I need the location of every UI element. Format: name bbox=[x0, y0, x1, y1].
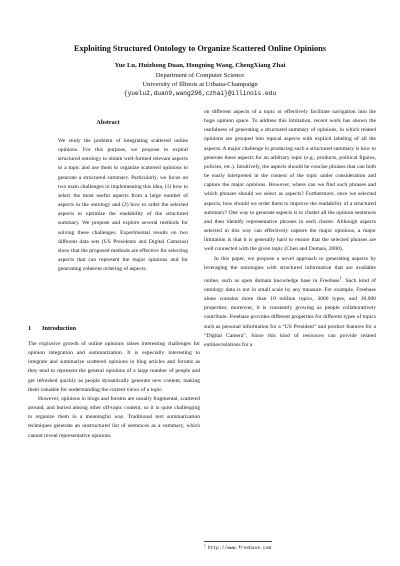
right-paragraph-1: on different aspects of a topic or effectively facilitate navigation into the huge opinion space. To address this limitation, recent work has shown the usefulness of generating a structured summary of opinions, in which related opinions are grouped into topical aspects with explicit labeling of all the aspects. A major challenge in producing such a structured summary is how to generate these aspects for an arbitrary topic (e.g., products, political figures, policies, etc.). Intuitively, the aspects should be concise phrases that can both be easily interpreted in the context of the topic under consideration and capture the major opinions. However, where can we find such phrases and which phrases should we select as aspects? Furthermore, once we selected aspects, how should we order them to improve the readability of a structured summary? One way to generate aspects is to cluster all the opinion sentences and then identify representative phrases in each cluster. Although aspects selected in this way can effectively capture the major opinions, a major limitation is that it is generally hard to ensure that the selected phrases are well connected with the given topic (Chen and Dumais, 2000). bbox=[204, 109, 376, 253]
footnote-divider bbox=[204, 541, 272, 542]
footnote-url: http://www.freebase.com bbox=[207, 546, 272, 551]
right-column-body bbox=[204, 108, 376, 350]
section-heading-introduction bbox=[28, 325, 198, 333]
introduction-body bbox=[28, 340, 200, 441]
author-list: Yue Lu, Huizhong Duan, Hongning Wang, ChengXiang Zhai bbox=[114, 62, 286, 69]
right-paragraph-2 bbox=[204, 255, 376, 351]
author-emails: {yuelu2,duan9,wang296,czhai}@illinois.edu bbox=[123, 90, 277, 97]
affiliation-university: University of Illinois at Urbana-Champaign bbox=[142, 81, 258, 88]
footnote bbox=[204, 543, 376, 552]
abstract-text: We study the problem of integrating scattered online opinions. For this purpose, we propose to exploit structured ontology to obtain well-formed relevant aspects to a topic and use them to organize scattered opinions to generate a structured summary. Particularly, we focus on two main challenges in implementing this idea, (1) how to select the most useful aspects from a large number of aspects in the ontology and (2) how to order the selected aspects to optimize the readability of the structured summary. We propose and explore several methods for solving these challenges. Experimental results on two different data sets (US Presidents and Digital Cameras) show that the proposed methods are effective for selecting aspects that can represent the major opinions and for generating coherent ordering of aspects. bbox=[58, 138, 188, 273]
section-number: 1 bbox=[28, 325, 32, 332]
right-paragraph-2-start: In this paper, we propose a novel approach to generating aspects by leveraging the ontologies with structured information that are available online, such as open domain knowledge base in Freebase bbox=[204, 255, 376, 284]
footnote-mark: 1 bbox=[204, 544, 206, 548]
intro-paragraph-2: However, opinions in blogs and forums are usually fragmental, scattered around, and buried among other off-topic content, so it is quite challenging to organize them in a meaningful way. Traditional text summarization techniques generate an unstructured list of sentences as a summary, which cannot reveal representative opinions bbox=[28, 395, 200, 439]
affiliation-department: Department of Computer Science bbox=[155, 72, 245, 79]
footnote-reference: 1 bbox=[339, 274, 342, 280]
right-paragraph-2-end: . Such kind of ontology data is not in small scale by any measure. For example, Freebase alone contains more than 10 million topics, 3000 types, and 30,000 properties; moreover, it is constantly growing as people collaboratively contribute. Freebase provides different properties for different types of topics such as personal information for a “US President” and product features for a “Digital Camera”. Since this kind of resources can provide related entities/relations for a bbox=[204, 277, 376, 348]
paper-title: Exploiting Structured Ontology to Organize Scattered Online Opinions bbox=[73, 44, 327, 53]
section-title: Introduction bbox=[42, 325, 77, 332]
abstract-heading: Abstract bbox=[96, 119, 120, 126]
abstract-body bbox=[58, 137, 188, 274]
intro-paragraph-1: The explosive growth of online opinions raises interesting challenges for opinion integration and summarization. It is especially interesting to integrate and summarize scattered opinions in blog articles and forums as they tend to represent the general opinions of a large number of people and get refreshed quickly as people dynamically generate new content, making them valuable for understanding the current views of a topic. bbox=[28, 341, 200, 393]
